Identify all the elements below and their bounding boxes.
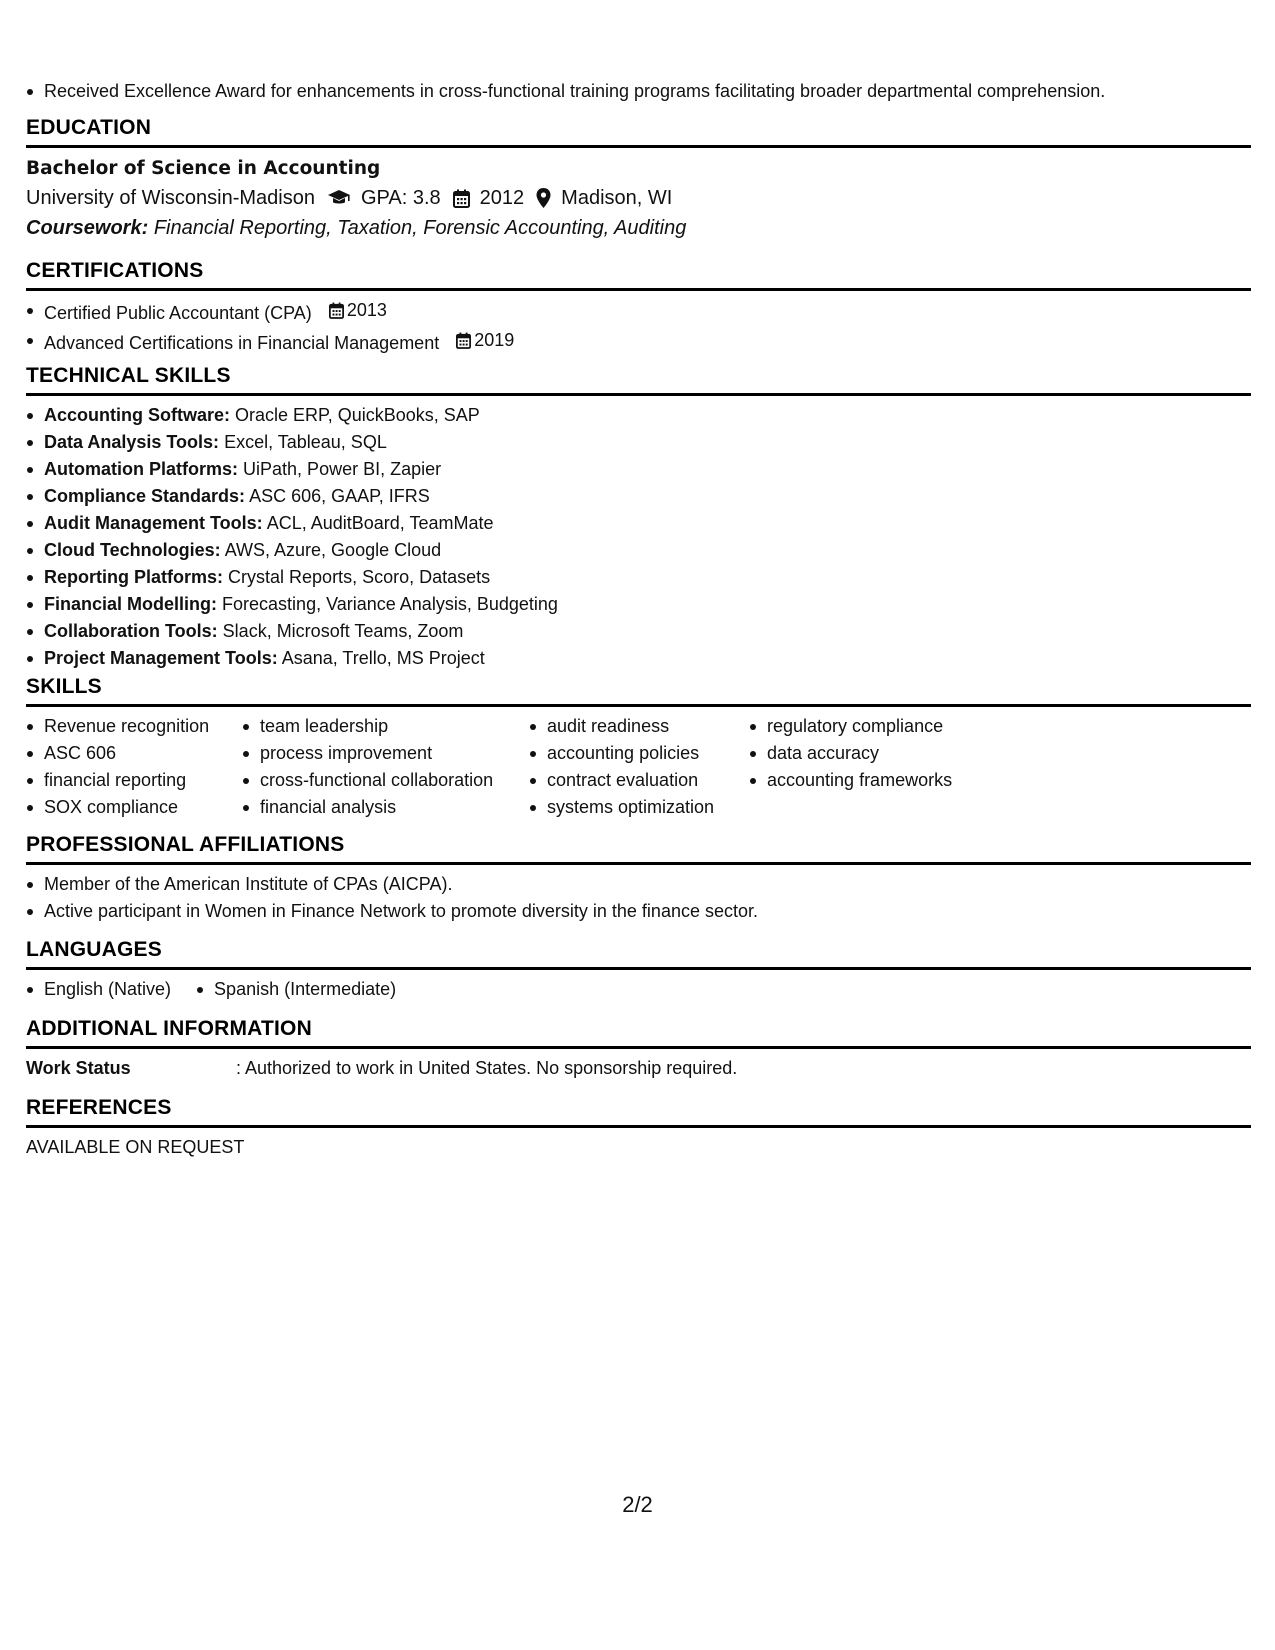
school-name: University of Wisconsin-Madison (26, 187, 315, 209)
certification-name: Advanced Certifications in Financial Management (44, 333, 440, 353)
skill-values: Oracle ERP, QuickBooks, SAP (235, 405, 480, 425)
list-item: team leadership (242, 713, 509, 740)
coursework (26, 213, 1251, 243)
section-title: SKILLS (26, 674, 1251, 707)
list-item: Revenue recognition (26, 713, 222, 740)
list-item: Active participant in Women in Finance Network to promote diversity in the finance sector. (26, 898, 1251, 925)
coursework-list: Financial Reporting, Taxation, Forensic Accounting, Auditing (153, 217, 687, 239)
references-section (26, 1095, 1251, 1161)
certification-year: 2019 (474, 330, 515, 350)
page-number: 2/2 (622, 1492, 653, 1517)
section-title: CERTIFICATIONS (26, 258, 1251, 291)
skill-values: ACL, AuditBoard, TeamMate (266, 513, 494, 533)
list-item: ASC 606 (26, 740, 222, 767)
graduation-cap-icon (327, 189, 351, 207)
list-item (26, 645, 1251, 672)
section-title: REFERENCES (26, 1095, 1251, 1128)
calendar-icon (329, 302, 344, 319)
work-status-row (26, 1055, 1251, 1082)
list-item (26, 510, 1251, 537)
section-title: LANGUAGES (26, 937, 1251, 970)
skill-category: Automation Platforms: (44, 459, 239, 479)
list-item (26, 456, 1251, 483)
list-item: Received Excellence Award for enhancements in cross-functional training programs facilitating broader departmental comprehension. (26, 78, 1246, 105)
skill-values: Forecasting, Variance Analysis, Budgeting (222, 594, 558, 614)
work-status-label: Work Status (26, 1058, 131, 1078)
skill-values: AWS, Azure, Google Cloud (224, 540, 442, 560)
skill-values: Excel, Tableau, SQL (224, 432, 387, 452)
list-item (26, 327, 1251, 357)
list-item: accounting frameworks (749, 767, 989, 794)
list-item (26, 564, 1251, 591)
skill-category: Collaboration Tools: (44, 621, 218, 641)
coursework-label: Coursework: (26, 217, 149, 239)
affiliations-list (26, 871, 1251, 925)
school-location: Madison, WI (561, 187, 673, 209)
list-item (26, 537, 1251, 564)
list-item: accounting policies (529, 740, 729, 767)
list-item: SOX compliance (26, 794, 222, 821)
skills-column (749, 713, 989, 821)
skills-section (26, 674, 1251, 821)
map-pin-icon (536, 188, 551, 208)
list-item (26, 483, 1251, 510)
gpa: GPA: 3.8 (360, 187, 441, 209)
certification-name: Certified Public Accountant (CPA) (44, 303, 312, 323)
certification-year: 2013 (346, 300, 387, 320)
affiliations-section (26, 832, 1251, 925)
references-text: AVAILABLE ON REQUEST (26, 1137, 245, 1157)
skill-category: Accounting Software: (44, 405, 231, 425)
skill-values: ASC 606, GAAP, IFRS (249, 486, 430, 506)
skill-values: Slack, Microsoft Teams, Zoom (222, 621, 464, 641)
list-item (26, 618, 1251, 645)
skill-category: Reporting Platforms: (44, 567, 224, 587)
calendar-icon (453, 189, 470, 208)
list-item: regulatory compliance (749, 713, 989, 740)
list-item: audit readiness (529, 713, 729, 740)
list-item: Member of the American Institute of CPAs (AICPA). (26, 871, 1251, 898)
list-item: financial reporting (26, 767, 222, 794)
list-item: Spanish (Intermediate) (196, 976, 396, 1003)
work-status-value: : Authorized to work in United States. No sponsorship required. (236, 1058, 738, 1078)
skills-column (529, 713, 729, 821)
skills-column (242, 713, 509, 821)
skill-values: Crystal Reports, Scoro, Datasets (228, 567, 491, 587)
skill-category: Financial Modelling: (44, 594, 218, 614)
certifications-section (26, 258, 1251, 357)
technical-skills-section (26, 363, 1251, 672)
skill-category: Cloud Technologies: (44, 540, 221, 560)
skill-category: Data Analysis Tools: (44, 432, 220, 452)
list-item: financial analysis (242, 794, 509, 821)
list-item: data accuracy (749, 740, 989, 767)
skills-grid (26, 713, 1251, 821)
education-details (26, 183, 1251, 213)
skill-category: Project Management Tools: (44, 648, 278, 668)
certifications-list (26, 297, 1251, 357)
skill-category: Compliance Standards: (44, 486, 246, 506)
languages-section (26, 937, 1251, 1003)
list-item (26, 402, 1251, 429)
certification-date (329, 297, 387, 324)
list-item: cross-functional collaboration (242, 767, 509, 794)
education-section (26, 115, 1251, 243)
skills-column (26, 713, 222, 821)
skill-category: Audit Management Tools: (44, 513, 263, 533)
skill-values: Asana, Trello, MS Project (281, 648, 485, 668)
degree-title: Bachelor of Science in Accounting (26, 158, 381, 179)
section-title: PROFESSIONAL AFFILIATIONS (26, 832, 1251, 865)
section-title: ADDITIONAL INFORMATION (26, 1016, 1251, 1049)
certification-date (456, 327, 514, 354)
list-item (26, 591, 1251, 618)
languages-list (26, 976, 1251, 1003)
list-item: contract evaluation (529, 767, 729, 794)
section-title: EDUCATION (26, 115, 1251, 148)
experience-continuation (26, 78, 1246, 105)
section-title: TECHNICAL SKILLS (26, 363, 1251, 396)
list-item: systems optimization (529, 794, 729, 821)
list-item (26, 297, 1251, 327)
additional-information-section (26, 1016, 1251, 1082)
list-item (26, 429, 1251, 456)
list-item: process improvement (242, 740, 509, 767)
calendar-icon (456, 332, 471, 349)
skill-values: UiPath, Power BI, Zapier (243, 459, 442, 479)
list-item: English (Native) (26, 976, 171, 1003)
graduation-year: 2012 (479, 187, 525, 209)
technical-skills-list (26, 402, 1251, 672)
